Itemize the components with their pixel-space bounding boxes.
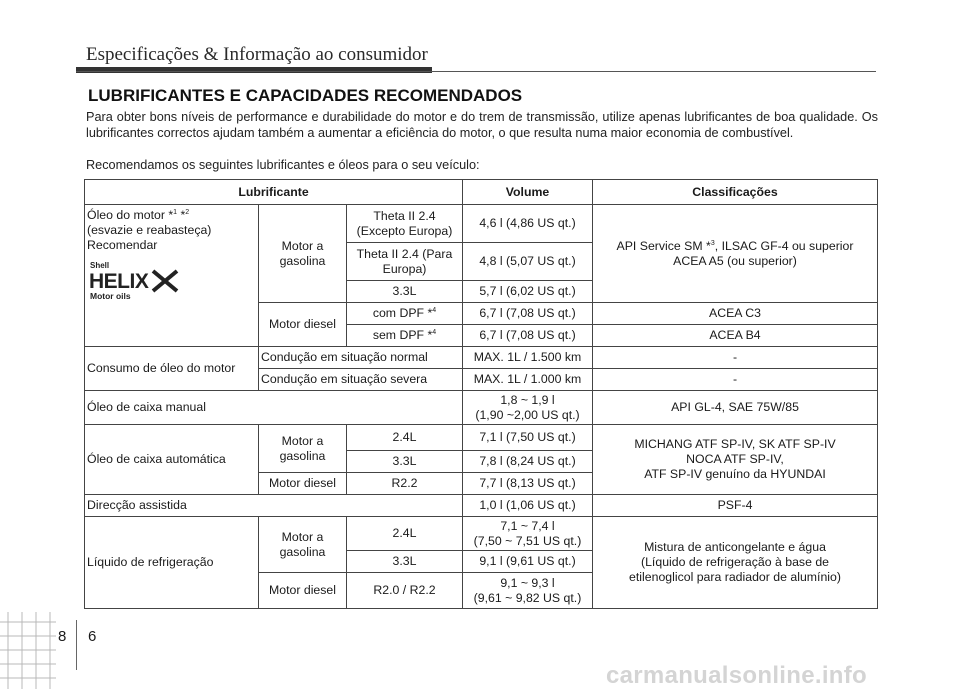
auto-spec: 3.3L (347, 451, 463, 473)
engine-oil-label: Óleo do motor *$^1$ *$^2$ (esvazie e reabasteça) Recomendar Shell HELIX Motor oils (85, 205, 259, 347)
header-volume: Volume (463, 180, 593, 205)
watermark: carmanualsonline.info (606, 662, 868, 689)
oil-spec: Theta II 2.4 (Excepto Europa) (347, 205, 463, 243)
coolant-spec: 2.4L (347, 517, 463, 551)
oil-spec: Theta II 2.4 (Para Europa) (347, 243, 463, 281)
auto-spec: 2.4L (347, 425, 463, 451)
coolant-volume: 7,1 ~ 7,4 l (7,50 ~ 7,51 US qt.) (463, 517, 593, 551)
coolant-volume: 9,1 l (9,61 US qt.) (463, 551, 593, 573)
coolant-spec: R2.0 / R2.2 (347, 573, 463, 609)
table-header-row (85, 180, 878, 205)
coolant-volume: 9,1 ~ 9,3 l (9,61 ~ 9,82 US qt.) (463, 573, 593, 609)
header-bar (76, 67, 432, 73)
chapter-number: 8 (58, 628, 67, 645)
manual-volume: 1,8 ~ 1,9 l (1,90 ~2,00 US qt.) (463, 391, 593, 425)
oil-classification: ACEA C3 (593, 303, 878, 325)
engine-oil-gasoline: Motor a gasolina (259, 205, 347, 303)
chapter-header-title: Especificações & Informação ao consumidor (86, 44, 428, 65)
table-row (85, 347, 878, 369)
oil-gasoline-classification: API Service SM *$^3$, ILSAC GF-4 ou superior ACEA A5 (ou superior) (593, 205, 878, 303)
page-number-divider (76, 620, 77, 670)
page-number: 6 (88, 628, 97, 645)
section-title: LUBRIFICANTES E CAPACIDADES RECOMENDADOS (88, 86, 523, 105)
consumption-volume: MAX. 1L / 1.000 km (463, 369, 593, 391)
oil-classification: ACEA B4 (593, 325, 878, 347)
intro-recommendation: Recomendamos os seguintes lubrificantes e óleos para o seu veículo: (86, 158, 480, 172)
coolant-diesel: Motor diesel (259, 573, 347, 609)
auto-diesel: Motor diesel (259, 473, 347, 495)
steering-volume: 1,0 l (1,06 US qt.) (463, 495, 593, 517)
oil-spec: com DPF *$^4$ (347, 303, 463, 325)
power-steering-label: Direcção assistida (85, 495, 463, 517)
table-row (85, 391, 878, 425)
auto-spec: R2.2 (347, 473, 463, 495)
table-row (85, 495, 878, 517)
header-rule (76, 71, 876, 72)
driving-condition: Condução em situação normal (259, 347, 463, 369)
auto-classification: MICHANG ATF SP-IV, SK ATF SP-IV NOCA ATF SP-IV, ATF SP-IV genuíno da HYUNDAI (593, 425, 878, 495)
driving-condition: Condução em situação severa (259, 369, 463, 391)
coolant-gasoline: Motor a gasolina (259, 517, 347, 573)
auto-transmission-label: Óleo de caixa automática (85, 425, 259, 495)
shell-helix-logo (87, 259, 179, 301)
intro-paragraph: Para obter bons níveis de performance e durabilidade do motor e do trem de transmissão, utilize apenas lubrificantes de boa qualidade. Os lubrificantes correctos ajudam também a aumentar a eficiência do motor, o que resulta numa maior economia de combustível. (86, 110, 878, 140)
manual-transmission-label: Óleo de caixa manual (85, 391, 463, 425)
svg-text:HELIX: HELIX (89, 270, 149, 293)
svg-text:Shell: Shell (90, 261, 110, 270)
engine-oil-diesel: Motor diesel (259, 303, 347, 347)
oil-volume: 5,7 l (6,02 US qt.) (463, 281, 593, 303)
auto-volume: 7,1 l (7,50 US qt.) (463, 425, 593, 451)
auto-volume: 7,7 l (8,13 US qt.) (463, 473, 593, 495)
header-lubricant: Lubrificante (85, 180, 463, 205)
manual-classification: API GL-4, SAE 75W/85 (593, 391, 878, 425)
oil-volume: 4,8 l (5,07 US qt.) (463, 243, 593, 281)
coolant-spec: 3.3L (347, 551, 463, 573)
auto-volume: 7,8 l (8,24 US qt.) (463, 451, 593, 473)
steering-classification: PSF-4 (593, 495, 878, 517)
consumption-classification: - (593, 369, 878, 391)
oil-volume: 6,7 l (7,08 US qt.) (463, 303, 593, 325)
oil-spec: 3.3L (347, 281, 463, 303)
corner-grid-decoration (0, 612, 56, 689)
oil-consumption-label: Consumo de óleo do motor (85, 347, 259, 391)
svg-text:Motor oils: Motor oils (90, 291, 131, 301)
coolant-label: Líquido de refrigeração (85, 517, 259, 609)
lubricants-table (84, 179, 878, 609)
table-row (85, 425, 878, 451)
auto-gasoline: Motor a gasolina (259, 425, 347, 473)
table-row (85, 205, 878, 243)
header-classification: Classificações (593, 180, 878, 205)
consumption-volume: MAX. 1L / 1.500 km (463, 347, 593, 369)
oil-volume: 4,6 l (4,86 US qt.) (463, 205, 593, 243)
consumption-classification: - (593, 347, 878, 369)
oil-spec: sem DPF *$^4$ (347, 325, 463, 347)
oil-volume: 6,7 l (7,08 US qt.) (463, 325, 593, 347)
table-row (85, 517, 878, 551)
coolant-classification: Mistura de anticongelante e água (Líquido de refrigeração à base de etilenoglicol para radiador de alumínio) (593, 517, 878, 609)
